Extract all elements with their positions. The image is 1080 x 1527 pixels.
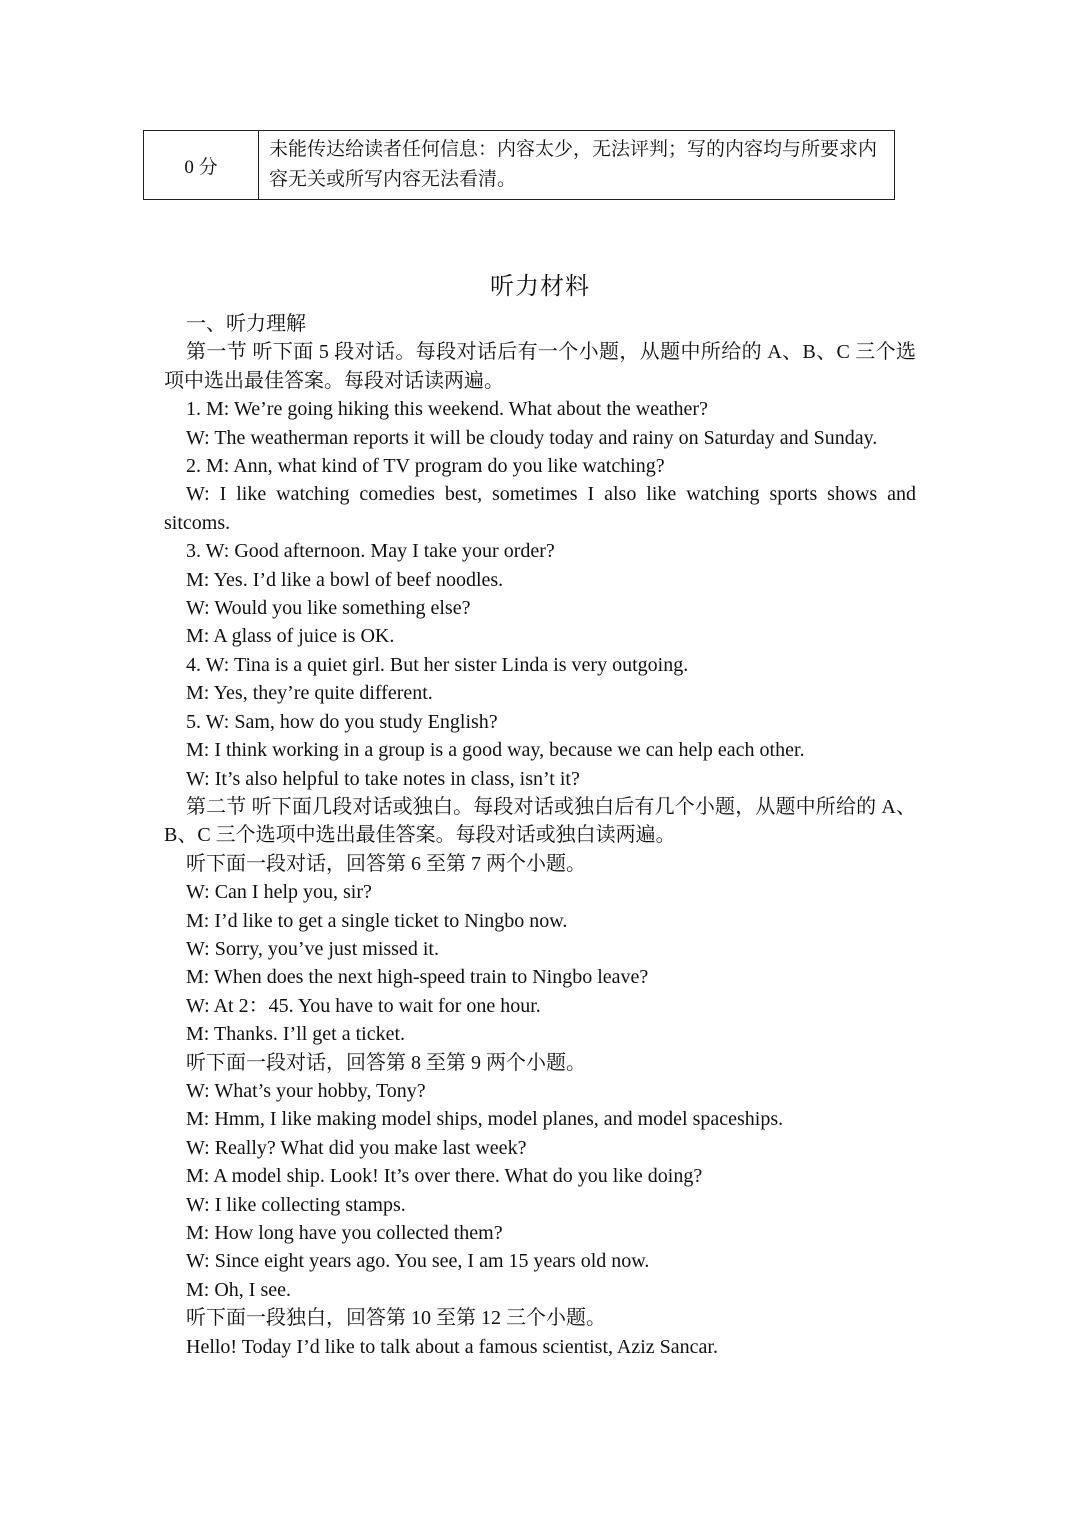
- section-title: 听力材料: [490, 274, 590, 300]
- dialogue-line: 2. M: Ann, what kind of TV program do you like watching?: [186, 455, 665, 478]
- dialogue-line: M: Thanks. I’ll get a ticket.: [186, 1023, 406, 1046]
- dialogue-line: M: A model ship. Look! It’s over there. What do you like doing?: [186, 1165, 703, 1188]
- dialogue-intro: 听下面一段对话，回答第 6 至第 7 两个小题。: [186, 852, 586, 875]
- dialogue-line: M: A glass of juice is OK.: [186, 625, 395, 648]
- dialogue-line: 5. W: Sam, how do you study English?: [186, 710, 498, 733]
- dialogue-line: W: Would you like something else?: [186, 597, 471, 620]
- monologue-intro: 听下面一段独白，回答第 10 至第 12 三个小题。: [186, 1307, 606, 1330]
- part-instructions: 第一节 听下面 5 段对话。每段对话后有一个小题，从题中所给的 A、B、C 三个选项中选出最佳答案。每段对话读两遍。: [164, 341, 916, 392]
- dialogue-line: W: Can I help you, sir?: [186, 881, 372, 904]
- score-cell: 0 分: [144, 131, 259, 200]
- dialogue-line: M: When does the next high-speed train to Ningbo leave?: [186, 966, 649, 989]
- dialogue-line: W: It’s also helpful to take notes in class, isn’t it?: [186, 767, 580, 790]
- table-row: [144, 131, 895, 200]
- dialogue-line: W: I like watching comedies best, sometimes I also like watching sports shows and sitcoms.: [164, 483, 916, 534]
- dialogue-line: 1. M: We’re going hiking this weekend. What about the weather?: [186, 398, 708, 421]
- dialogue-line: W: The weatherman reports it will be cloudy today and rainy on Saturday and Sunday.: [186, 426, 878, 449]
- part-instructions: 第二节 听下面几段对话或独白。每段对话或独白后有几个小题，从题中所给的 A、B、C 三个选项中选出最佳答案。每段对话或独白读两遍。: [164, 795, 916, 847]
- dialogue-line: M: How long have you collected them?: [186, 1222, 503, 1244]
- dialogue-line: W: I like collecting stamps.: [186, 1193, 406, 1216]
- dialogue-line: M: Yes, they’re quite different.: [186, 682, 433, 705]
- dialogue-line: 3. W: Good afternoon. May I take your order?: [186, 540, 555, 563]
- dialogue-line: M: I think working in a group is a good way, because we can help each other.: [186, 739, 805, 762]
- dialogue-line: M: Hmm, I like making model ships, model planes, and model spaceships.: [186, 1108, 784, 1131]
- dialogue-line: W: Really? What did you make last week?: [186, 1136, 527, 1159]
- dialogue-line: 4. W: Tina is a quiet girl. But her sister Linda is very outgoing.: [186, 653, 689, 676]
- dialogue-line: W: Sorry, you’ve just missed it.: [186, 937, 439, 960]
- dialogue-line: W: Since eight years ago. You see, I am 15 years old now.: [186, 1250, 650, 1273]
- monologue-line: Hello! Today I’d like to talk about a famous scientist, Aziz Sancar.: [186, 1335, 718, 1358]
- dialogue-line: W: At 2：45. You have to wait for one hour.: [186, 994, 541, 1017]
- section-heading: 一、听力理解: [186, 313, 306, 335]
- dialogue-intro: 听下面一段对话，回答第 8 至第 9 两个小题。: [186, 1051, 586, 1074]
- dialogue-line: M: I’d like to get a single ticket to Ningbo now.: [186, 909, 568, 932]
- dialogue-line: M: Oh, I see.: [186, 1278, 291, 1301]
- dialogue-line: M: Yes. I’d like a bowl of beef noodles.: [186, 568, 504, 591]
- scoring-table: [143, 130, 895, 200]
- dialogue-line: W: What’s your hobby, Tony?: [186, 1079, 426, 1102]
- listening-transcript: [164, 310, 916, 1361]
- score-description-cell: 未能传达给读者任何信息：内容太少，无法评判；写的内容均与所要求内容无关或所写内容无法看清。: [259, 131, 895, 200]
